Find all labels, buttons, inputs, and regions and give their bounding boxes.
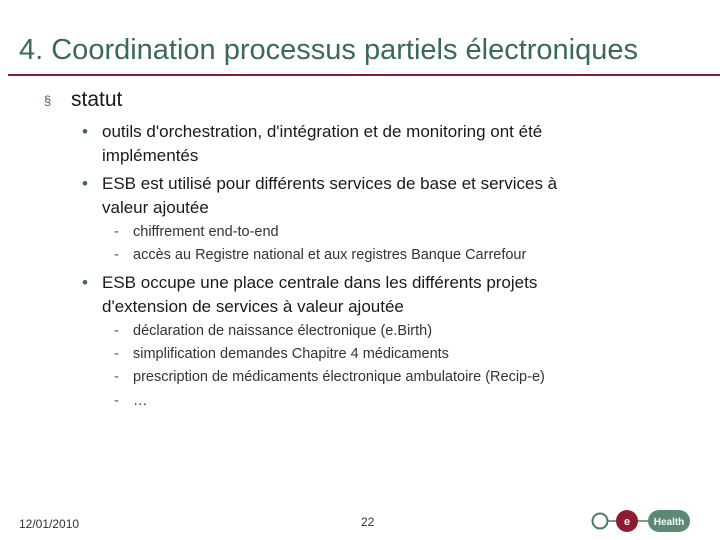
level2-text-line: outils d'orchestration, d'intégration et de monitoring ont été (102, 122, 543, 141)
level2-text-line: valeur ajoutée (102, 198, 209, 217)
level3-text: déclaration de naissance électronique (e.Birth) (133, 323, 433, 339)
level2-text-line: ESB occupe une place centrale dans les différents projets (102, 273, 538, 292)
level3-bullet: - (114, 393, 119, 409)
logo-ring (593, 514, 608, 529)
ehealth-logo (590, 507, 690, 535)
level3-bullet: - (114, 247, 119, 263)
level3-text: … (133, 393, 148, 409)
level3-text: chiffrement end-to-end (133, 224, 279, 240)
level1-text: statut (71, 88, 123, 111)
footer-date: 12/01/2010 (19, 517, 80, 531)
level3-text: accès au Registre national et aux registres Banque Carrefour (133, 247, 527, 263)
level3-bullet: - (114, 369, 119, 385)
level2-text-line: d'extension de services à valeur ajoutée (102, 297, 404, 316)
logo-letter: e (623, 516, 631, 528)
page-number: 22 (361, 515, 375, 529)
level3-bullet: - (114, 346, 119, 362)
level3-bullet: - (114, 323, 119, 339)
logo-word: Health (653, 517, 685, 528)
level3-bullet: - (114, 224, 119, 240)
level2-bullet: • (82, 122, 88, 141)
level2-text-line: ESB est utilisé pour différents services de base et services à (102, 174, 558, 193)
level2-text-line: implémentés (102, 146, 199, 165)
level3-text: simplification demandes Chapitre 4 médicaments (133, 346, 449, 362)
level2-bullet: • (82, 273, 88, 292)
level2-bullet: • (82, 174, 88, 193)
section-bullet: § (44, 93, 52, 108)
slide-title: 4. Coordination processus partiels électroniques (19, 34, 639, 66)
title-divider (8, 74, 720, 76)
level3-text: prescription de médicaments électronique ambulatoire (Recip-e) (133, 369, 545, 385)
